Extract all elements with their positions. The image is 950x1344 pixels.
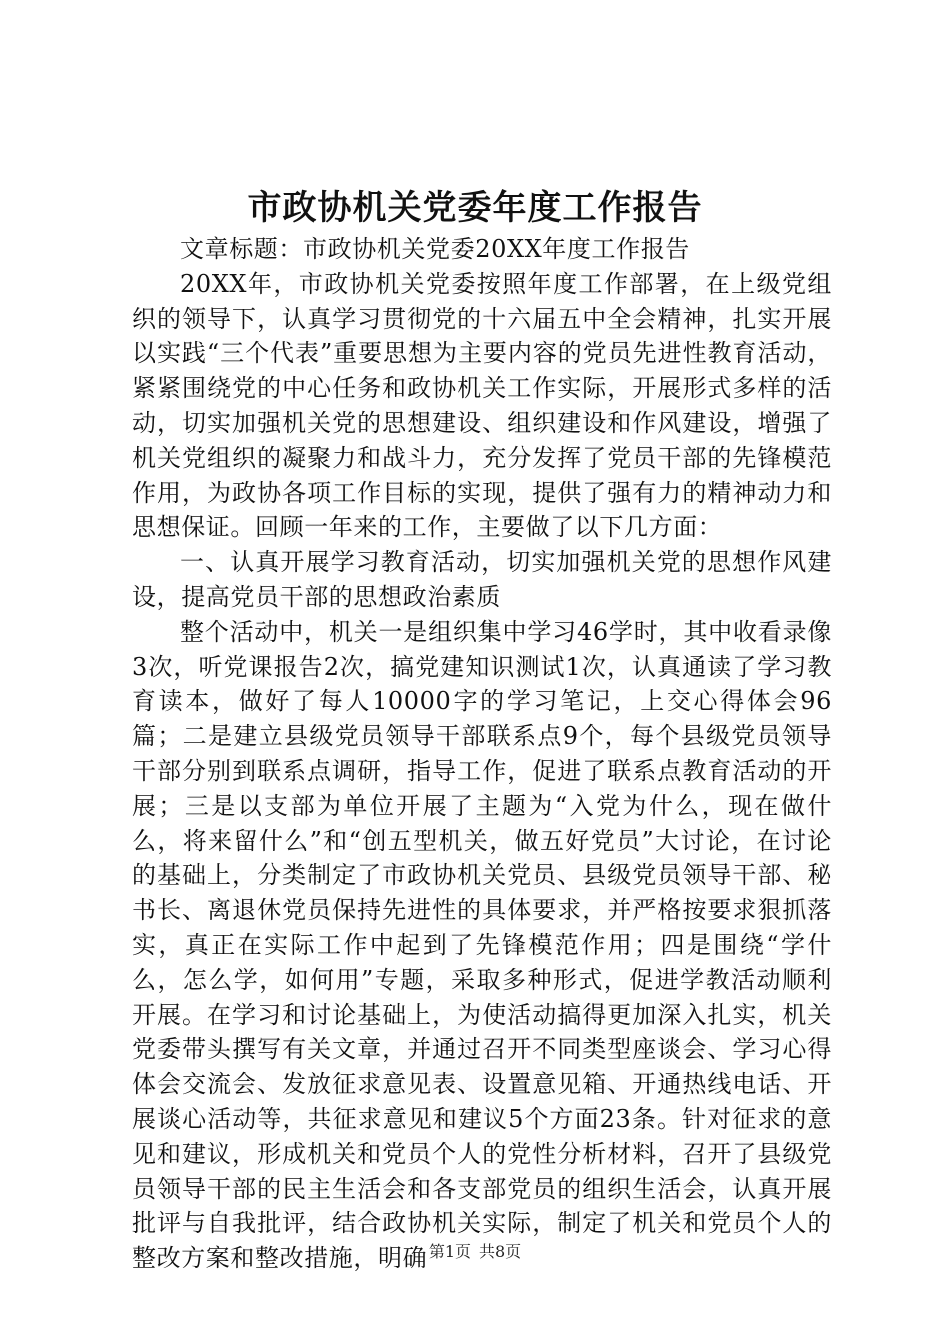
paragraph-article-heading: 文章标题：市政协机关党委20XX年度工作报告: [180, 235, 690, 263]
page-footer: [0, 1240, 950, 1264]
document-body: [132, 232, 832, 1276]
section-heading-1: 一、认真开展学习教育活动，切实加强机关党的思想作风建设，提高党员干部的思想政治素质: [132, 548, 832, 611]
document-title: 市政协机关党委年度工作报告: [247, 188, 703, 228]
paragraph-section-1: 整个活动中，机关一是组织集中学习46学时，其中收看录像3次，听党课报告2次，搞党建知识测试1次，认真通读了学习教育读本，做好了每人10000字的学习笔记，上交心得体会96篇；二是建立县级党员领导干部联系点9个，每个县级党员领导干部分别到联系点调研，指导工作，促进了联系点教育活动的开展；三是以支部为单位开展了主题为“入党为什么，现在做什么，将来留什么”和“创五型机关，做五好党员”大讨论，在讨论的基础上，分类制定了市政协机关党员、县级党员领导干部、秘书长、离退休党员保持先进性的具体要求，并严格按要求狠抓落实，真正在实际工作中起到了先锋模范作用；四是围绕“学什么，怎么学，如何用”专题，采取多种形式，促进学教活动顺利开展。在学习和讨论基础上，为使活动搞得更加深入扎实，机关党委带头撰写有关文章，并通过召开不同类型座谈会、学习心得体会交流会、发放征求意见表、设置意见箱、开通热线电话、开展谈心活动等，共征求意见和建议5个方面23条。针对征求的意见和建议，形成机关和党员个人的党性分析材料，召开了县级党员领导干部的民主生活会和各支部党员的组织生活会，认真开展批评与自我批评，结合政协机关实际，制定了机关和党员个人的整改方案和整改措施，明确: [132, 617, 832, 1273]
paragraph-intro: 20XX年，市政协机关党委按照年度工作部署，在上级党组织的领导下，认真学习贯彻党的十六届五中全会精神，扎实开展以实践“三个代表”重要思想为主要内容的党员先进性教育活动，紧紧围绕党的中心任务和政协机关工作实际，开展形式多样的活动，切实加强机关党的思想建设、组织建设和作风建设，增强了机关党组织的凝聚力和战斗力，充分发挥了党员干部的先锋模范作用，为政协各项工作目标的实现，提供了强有力的精神动力和思想保证。回顾一年来的工作，主要做了以下几方面：: [132, 269, 832, 542]
page-number-total: 共8页: [479, 1242, 522, 1261]
page-number-current: 第1页: [428, 1242, 471, 1261]
